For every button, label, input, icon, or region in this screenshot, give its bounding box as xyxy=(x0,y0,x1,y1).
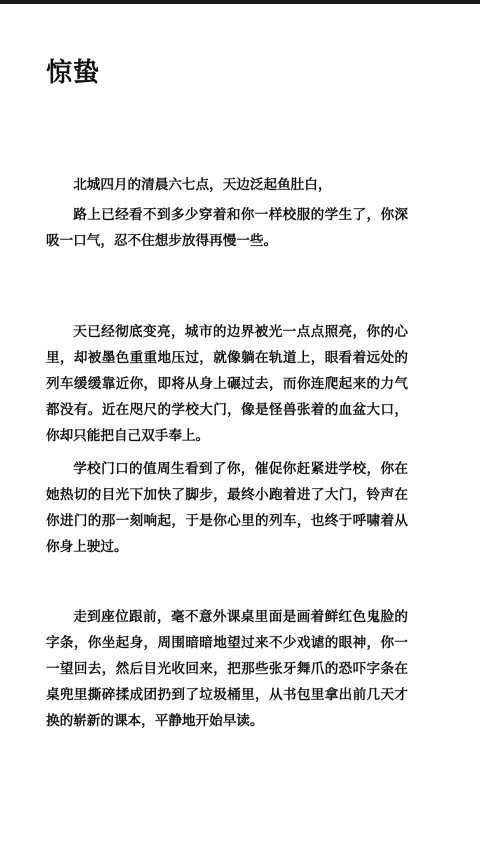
paragraph-1: 北城四月的清晨六七点，天边泛起鱼肚白， xyxy=(73,177,332,193)
paragraph-5: 走到座位跟前，毫不意外课桌里面是画着鲜红色鬼脸的字条，你坐起身，周围暗暗地望过来不少戏谑的眼神，你一一望回去，然后目光收回来，把那些张牙舞爪的恐吓字条在桌兜里撕碎揉成团扔到了垃圾桶里，从书包里拿出前几天才换的崭新的课本，平静地开始早读。 xyxy=(46,609,408,729)
top-border xyxy=(0,0,480,4)
paragraph-3: 天已经彻底变亮，城市的边界被光一点点照亮，你的心里，却被墨色重重地压过，就像躺在轨道上，眼看着远处的列车缓缓靠近你，即将从身上碾过去，而你连爬起来的力气都没有。近在咫尺的学校大门，像是怪兽张着的血盆大口，你却只能把自己双手奉上。 xyxy=(46,324,408,444)
paragraph-4: 学校门口的值周生看到了你，催促你赶紧进学校，你在她热切的目光下加快了脚步，最终小跑着进了大门，铃声在你进门的那一刻响起，于是你心里的列车，也终于呼啸着从你身上驶过。 xyxy=(46,461,408,555)
paragraph-2: 路上已经看不到多少穿着和你一样校服的学生了，你深吸一口气，忍不住想步放得再慢一些。 xyxy=(46,207,408,249)
chapter-title: 惊蛰 xyxy=(46,58,101,88)
